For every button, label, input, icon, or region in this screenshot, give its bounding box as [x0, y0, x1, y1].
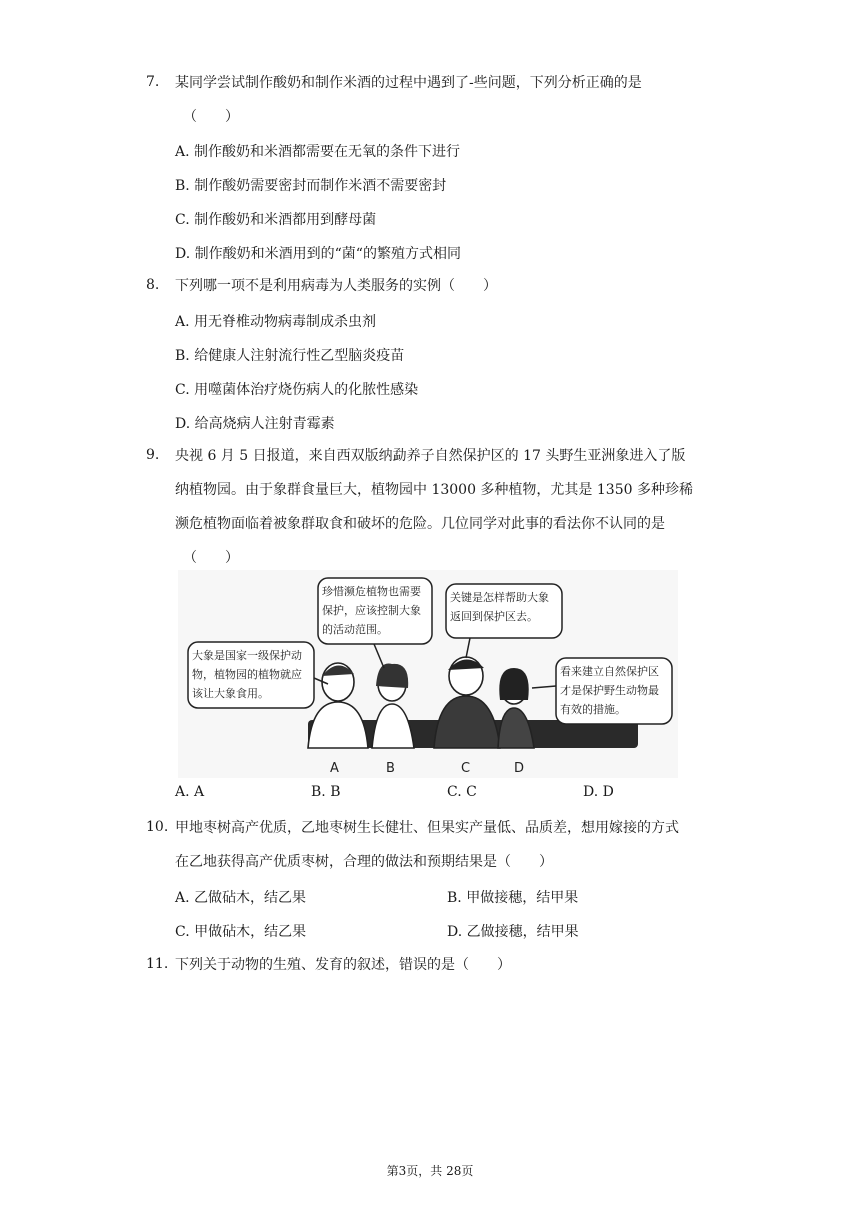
option-b: B. 给健康人注射流行性乙型脑炎疫苗 [175, 348, 405, 364]
option-d: D. 乙做接穗，结甲果 [447, 924, 579, 940]
option-a: A. A [175, 784, 205, 800]
option-c: C. 甲做砧木，结乙果 [175, 924, 307, 940]
option-d: D. D [583, 784, 614, 800]
page-footer: 第3页，共 28页 [386, 1164, 474, 1178]
figure-label-c: C [461, 761, 471, 776]
bubble-c-text: 关键是怎样帮助大象返回到保护区去。 [450, 591, 549, 623]
question-stem: 某同学尝试制作酸奶和制作米酒的过程中遇到了-些问题，下列分析正确的是 （ ） [175, 75, 642, 125]
discussion-illustration [178, 570, 678, 778]
option-d: D. 给高烧病人注射青霉素 [175, 416, 335, 432]
question-number: 10. [146, 819, 169, 835]
question-number: 7. [146, 74, 160, 90]
option-b: B. 制作酸奶需要密封而制作米酒不需要密封 [175, 178, 447, 194]
question-number: 9. [146, 447, 160, 463]
question-stem: 甲地枣树高产优质，乙地枣树生长健壮、但果实产量低、品质差，想用嫁接的方式 在乙地获得高产优质枣树，合理的做法和预期结果是（ ） [175, 820, 679, 870]
bubble-a-text: 大象是国家一级保护动物，植物园的植物就应该让大象食用。 [192, 649, 302, 700]
option-c: C. C [447, 784, 477, 800]
option-b: B. 甲做接穗，结甲果 [447, 890, 579, 906]
question-number: 8. [146, 277, 160, 293]
question-stem: 下列关于动物的生殖、发育的叙述，错误的是（ ） [175, 957, 511, 973]
option-a: A. 用无脊椎动物病毒制成杀虫剂 [175, 314, 377, 330]
question-number: 11. [146, 956, 169, 972]
option-c: C. 制作酸奶和米酒都用到酵母菌 [175, 212, 377, 228]
question-stem: 下列哪一项不是利用病毒为人类服务的实例（ ） [175, 278, 497, 294]
bubble-d-text: 看来建立自然保护区才是保护野生动物最有效的措施。 [560, 665, 659, 716]
figure-label-d: D [514, 761, 525, 776]
option-b: B. B [311, 784, 341, 800]
question-stem: 央视 6 月 5 日报道，来自西双版纳勐养子自然保护区的 17 头野生亚洲象进入了版 纳植物园。由于象群食量巨大，植物园中 13000 多种植物，尤其是 1350 多种珍稀 濒危植物面临着被象群取食和破坏的危险。几位同学对此事的看法你不认同的是 （ ） [175, 448, 693, 566]
option-d: D. 制作酸奶和米酒用到的“菌“的繁殖方式相同 [175, 246, 461, 262]
bubble-b-text: 珍惜濒危植物也需要保护，应该控制大象的活动范围。 [322, 585, 421, 636]
option-a: A. 制作酸奶和米酒都需要在无氧的条件下进行 [175, 144, 461, 160]
option-c: C. 用噬菌体治疗烧伤病人的化脓性感染 [175, 382, 419, 398]
speech-bubble-a [188, 642, 328, 708]
figure-label-a: A [330, 761, 339, 776]
figure-label-b: B [386, 761, 395, 776]
option-a: A. 乙做砧木，结乙果 [175, 890, 307, 906]
